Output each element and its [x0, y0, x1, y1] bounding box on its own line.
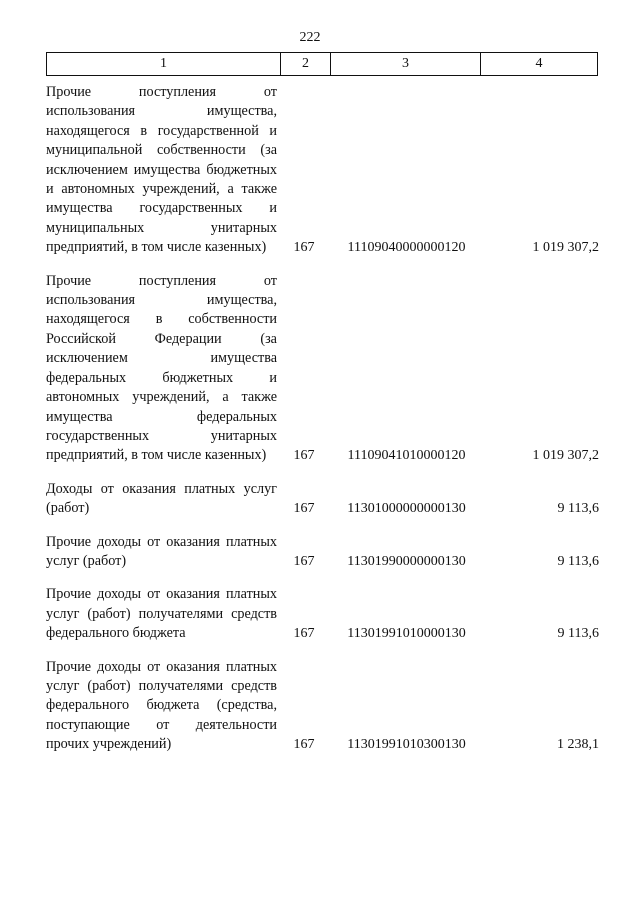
table-row	[46, 83, 601, 258]
page-number: 222	[299, 30, 321, 45]
header-row	[47, 53, 598, 76]
income-name: Прочие поступления от использования имущества, находящегося в государственной и муниципальной собственности (за исключением имущества бюджетных и автономных учреждений, а также имущества государственных и муниципальных унитарных предприятий, в том числе казенных)	[46, 84, 277, 256]
amount: 9 113,6	[557, 626, 599, 642]
income-table-body	[46, 83, 601, 769]
amount: 1 019 307,2	[532, 240, 599, 256]
header-cell-1: 1	[47, 53, 281, 76]
table-row	[46, 585, 601, 643]
header-cell-4: 4	[481, 53, 598, 76]
budget-classification-code: 11301991010300130	[347, 737, 466, 753]
income-name: Прочие доходы от оказания платных услуг (работ) получателями средств федерального бюджета (средства, поступающие от деятельности прочих учреждений)	[46, 658, 277, 753]
budget-classification-code: 11109041010000120	[347, 448, 466, 464]
table-row	[46, 480, 601, 519]
admin-code: 167	[293, 448, 315, 464]
admin-code: 167	[293, 626, 315, 642]
budget-classification-code: 11109040000000120	[347, 240, 466, 256]
income-name: Доходы от оказания платных услуг (работ)	[46, 480, 277, 517]
admin-code: 167	[293, 737, 315, 753]
table-row	[46, 533, 601, 572]
income-name: Прочие поступления от использования имущества, находящегося в собственности Российской Федерации (за исключением имущества федеральных бюджетных и автономных учреждений, а также имущества федеральных государственных унитарных предприятий, в том числе казенных)	[46, 272, 277, 464]
amount: 1 019 307,2	[532, 448, 599, 464]
amount: 1 238,1	[557, 737, 599, 753]
table-row	[46, 272, 601, 466]
amount: 9 113,6	[557, 553, 599, 569]
admin-code: 167	[293, 501, 315, 517]
budget-classification-code: 11301990000000130	[347, 553, 466, 569]
column-number-header	[46, 52, 598, 76]
table-row	[46, 658, 601, 755]
income-name: Прочие доходы от оказания платных услуг (работ) получателями средств федерального бюджета	[46, 586, 277, 642]
admin-code: 167	[293, 240, 315, 256]
header-cell-2: 2	[281, 53, 331, 76]
header-cell-3: 3	[331, 53, 481, 76]
amount: 9 113,6	[557, 501, 599, 517]
budget-classification-code: 11301991010000130	[347, 626, 466, 642]
admin-code: 167	[293, 553, 315, 569]
income-name: Прочие доходы от оказания платных услуг (работ)	[46, 533, 277, 569]
budget-classification-code: 11301000000000130	[347, 501, 466, 517]
